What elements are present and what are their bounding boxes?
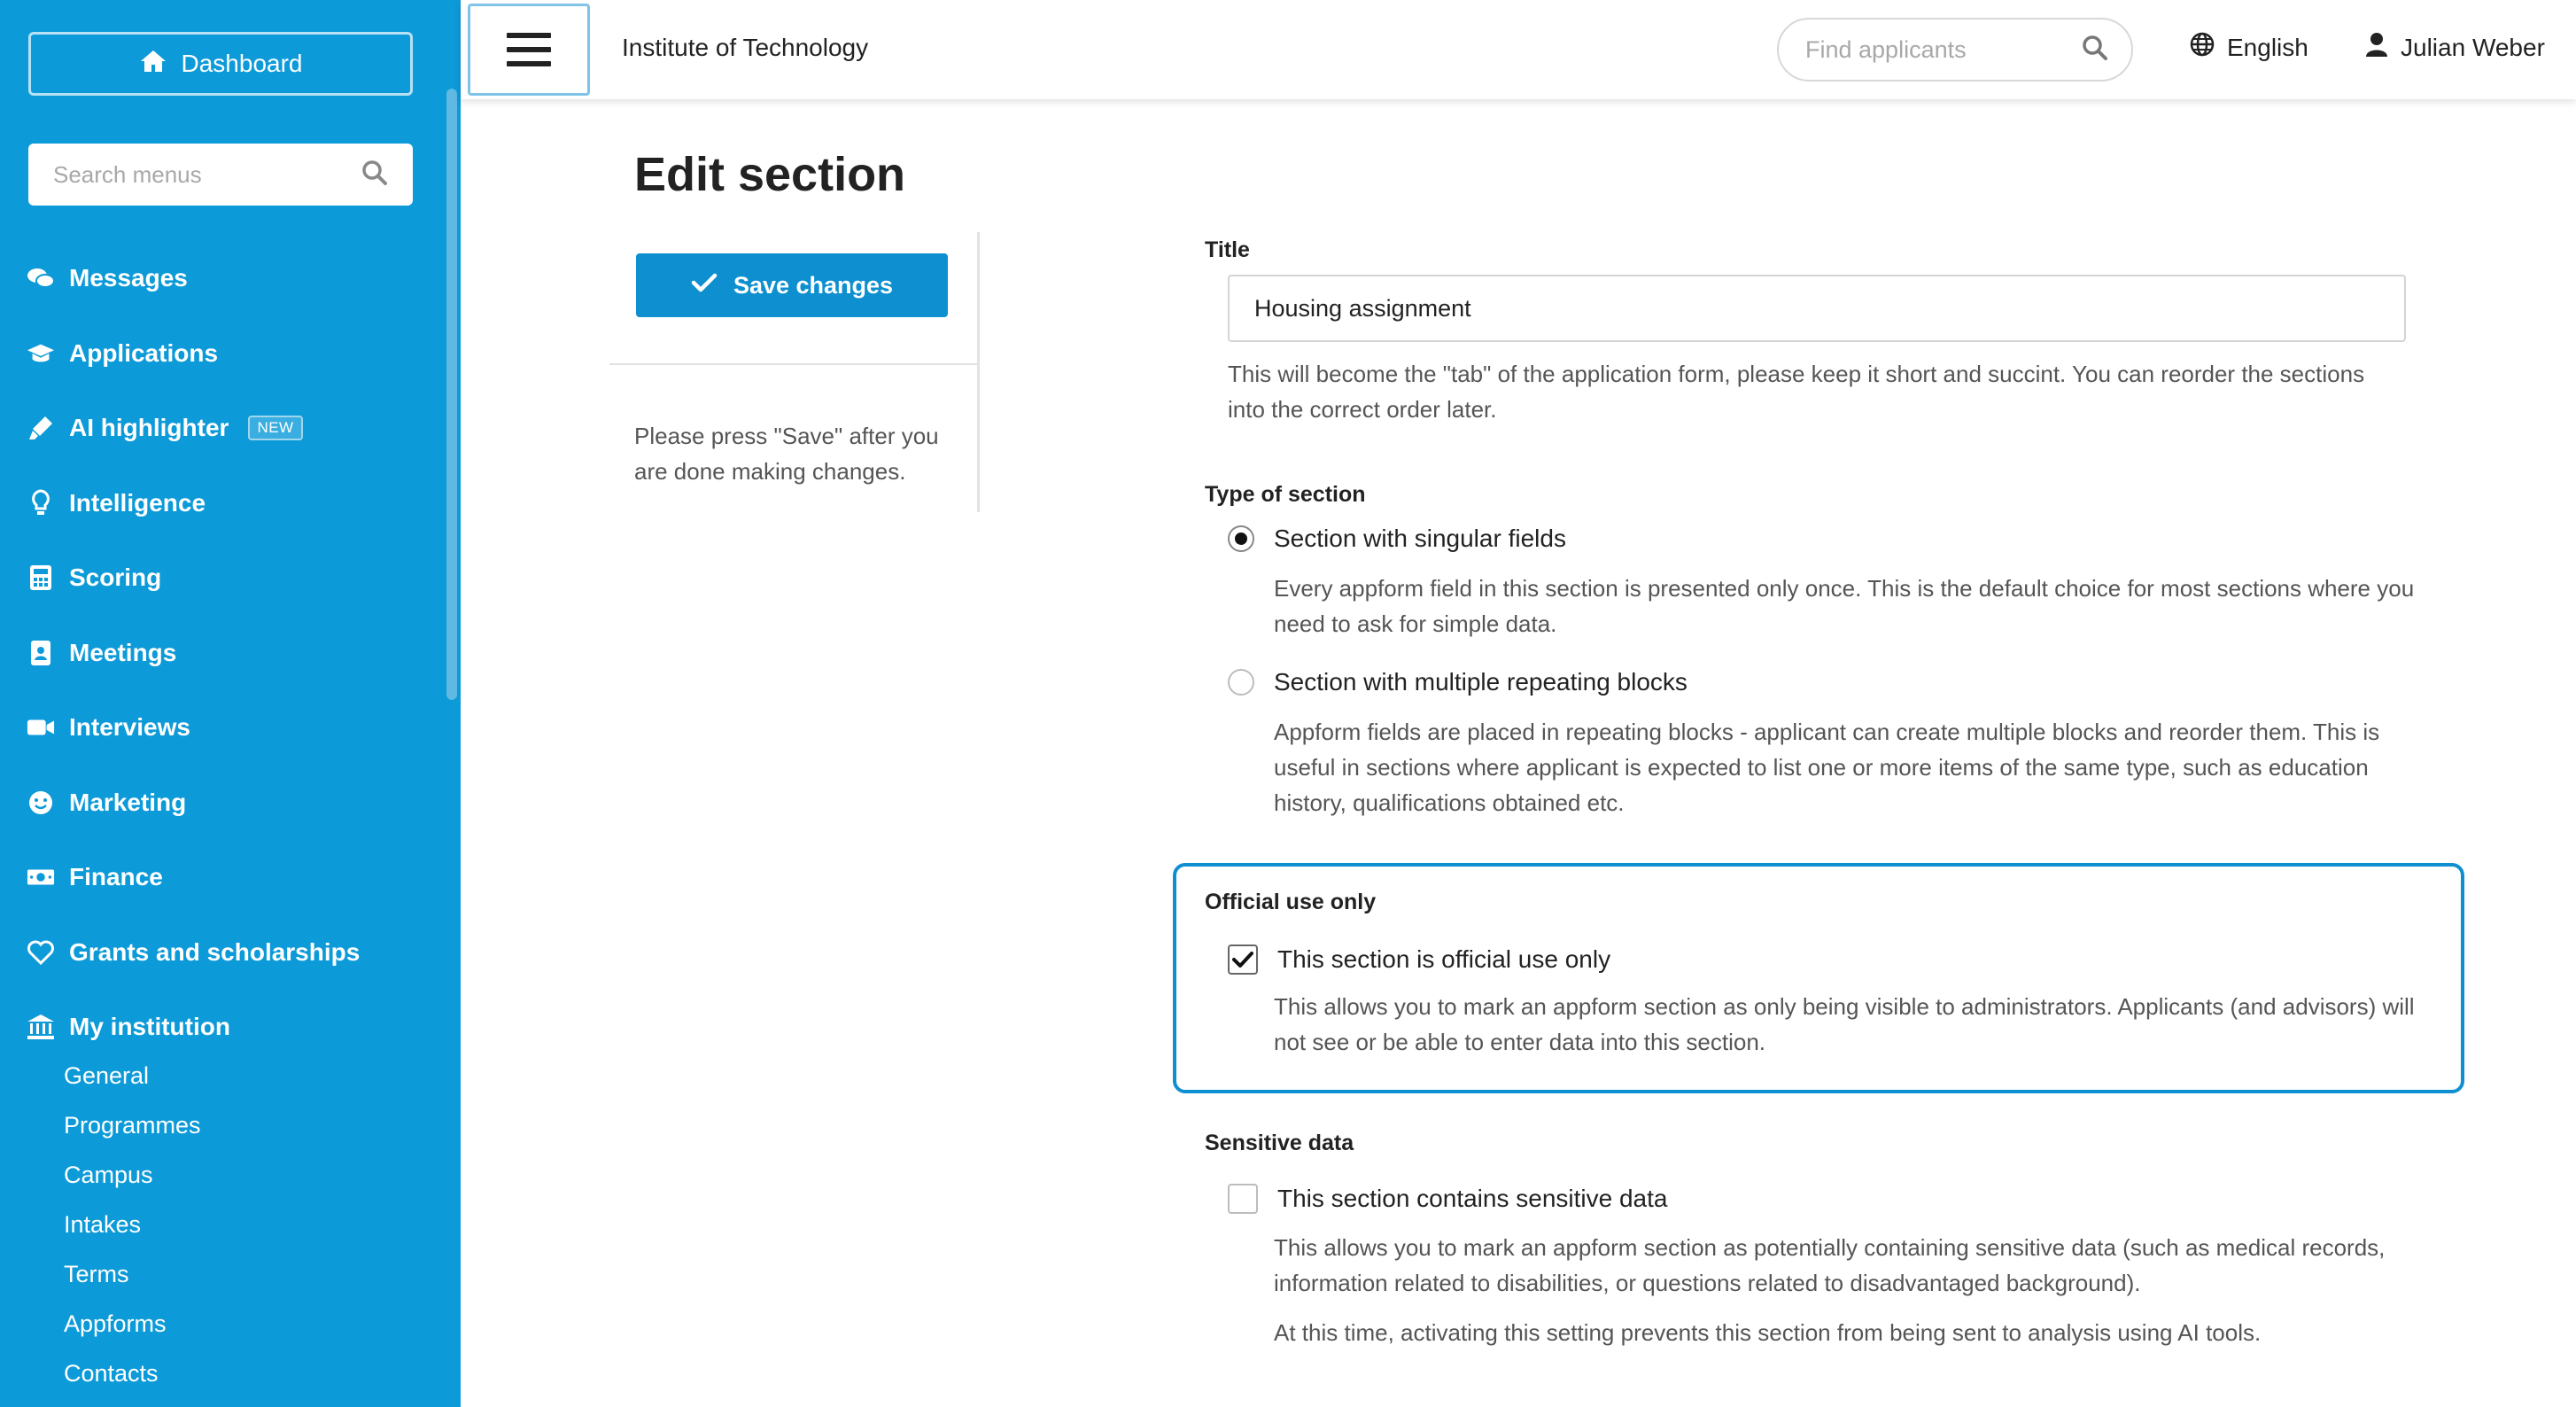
comments-icon <box>27 264 55 292</box>
title-help: This will become the "tab" of the application form, please keep it short and succint. You can reorder the sections into the correct order later. <box>1228 361 2365 423</box>
sidebar-item-ai-highlighter[interactable] <box>27 391 443 466</box>
save-changes-label: Save changes <box>733 271 894 299</box>
singular-fields-help: Every appform field in this section is presented only once. This is the default choice for most sections where you need to ask for simple data. <box>1274 575 2415 637</box>
contact-book-icon <box>27 639 55 667</box>
page-title: Edit section <box>634 148 906 201</box>
user-name: Julian Weber <box>2401 33 2545 61</box>
checkbox-label: This section is official use only <box>1277 945 1611 973</box>
sensitive-data-checkbox[interactable] <box>1228 1184 1667 1214</box>
sidebar-item-marketing[interactable] <box>27 766 443 841</box>
checkmark-icon <box>1232 951 1253 968</box>
checkbox[interactable] <box>1228 1184 1258 1214</box>
sidebar-item-label: Intelligence <box>69 488 206 517</box>
submenu-item-intakes[interactable]: Intakes <box>64 1210 142 1238</box>
sidebar-item-label: Scoring <box>69 564 162 592</box>
radio-singular-fields[interactable] <box>1228 525 1566 553</box>
official-use-help: This allows you to mark an appform section as only being visible to administrators. Applicants (and advisors) will not see or be able to enter data into this section. <box>1274 993 2415 1055</box>
lightbulb-icon <box>27 489 55 517</box>
hamburger-icon <box>507 33 551 66</box>
sidebar-item-label: Grants and scholarships <box>69 937 361 966</box>
calculator-icon <box>27 564 55 592</box>
sidebar-item-label: AI highlighter <box>69 414 229 442</box>
submenu-item-programmes[interactable]: Programmes <box>64 1111 201 1139</box>
sidebar <box>0 0 461 1407</box>
dashboard-label: Dashboard <box>181 50 303 77</box>
submenu-item-terms[interactable]: Terms <box>64 1260 129 1287</box>
checkbox-label: This section contains sensitive data <box>1277 1185 1668 1212</box>
user-icon <box>2365 32 2388 63</box>
sidebar-item-finance[interactable] <box>27 840 443 915</box>
save-changes-button[interactable] <box>636 253 948 317</box>
new-badge: NEW <box>248 416 302 440</box>
home-icon <box>139 49 167 80</box>
official-use-checkbox[interactable] <box>1228 944 1610 975</box>
submenu-item-contacts[interactable]: Contacts <box>64 1359 159 1387</box>
sensitive-data-label: Sensitive data <box>1205 1131 1354 1155</box>
radio-button[interactable] <box>1228 525 1254 552</box>
applicant-search[interactable] <box>1777 18 2133 82</box>
sidebar-item-scoring[interactable] <box>27 540 443 616</box>
language-selector[interactable] <box>2190 32 2308 63</box>
panel-divider <box>609 363 980 365</box>
sidebar-item-label: Interviews <box>69 713 190 742</box>
title-input[interactable] <box>1228 275 2406 342</box>
dashboard-button[interactable] <box>28 32 413 96</box>
sidebar-item-label: Messages <box>69 264 188 292</box>
sensitive-data-help: This allows you to mark an appform section as potentially containing sensitive data (such as medical records, information related to disabilities, or questions related to disadvantaged background). <box>1274 1234 2386 1296</box>
sidebar-item-interviews[interactable] <box>27 690 443 766</box>
sidebar-item-label: Applications <box>69 338 219 367</box>
radio-button[interactable] <box>1228 669 1254 696</box>
type-of-section-label: Type of section <box>1205 482 1366 507</box>
checkbox[interactable] <box>1228 944 1258 975</box>
sidebar-item-meetings[interactable] <box>27 616 443 691</box>
user-menu[interactable] <box>2365 32 2545 63</box>
sidebar-scrollbar[interactable] <box>446 89 457 700</box>
radio-label: Section with multiple repeating blocks <box>1274 668 1688 696</box>
repeating-blocks-help: Appform fields are placed in repeating blocks - applicant can create multiple blocks and reorder them. This is useful in sections where applicant is expected to list one or more items of the same type, such as education history, qualifications obtained etc. <box>1274 719 2380 816</box>
submenu-item-campus[interactable]: Campus <box>64 1161 153 1188</box>
title-label: Title <box>1205 237 1250 262</box>
graduation-cap-icon <box>27 339 55 368</box>
sidebar-item-intelligence[interactable] <box>27 466 443 541</box>
submenu-item-general[interactable]: General <box>64 1061 150 1089</box>
institution-submenu <box>64 1051 201 1398</box>
save-hint: Please press "Save" after you are done making changes. <box>634 423 939 485</box>
radio-repeating-blocks[interactable] <box>1228 668 1688 696</box>
sidebar-item-grants[interactable] <box>27 915 443 991</box>
video-camera-icon <box>27 713 55 742</box>
submenu-item-appforms[interactable]: Appforms <box>64 1310 167 1337</box>
sidebar-item-applications[interactable] <box>27 316 443 392</box>
sidebar-item-label: Finance <box>69 863 163 891</box>
heart-icon <box>27 938 55 967</box>
sidebar-item-label: Meetings <box>69 638 177 666</box>
official-use-label: Official use only <box>1205 890 1377 914</box>
highlighter-icon <box>27 414 55 442</box>
smiley-icon <box>27 789 55 817</box>
sidebar-item-messages[interactable] <box>27 241 443 316</box>
sidebar-item-label: My institution <box>69 1013 230 1041</box>
menu-search-input[interactable] <box>53 161 345 189</box>
applicant-search-input[interactable] <box>1805 36 2071 64</box>
menu-toggle-button[interactable] <box>468 4 590 96</box>
language-label: English <box>2227 33 2308 61</box>
action-panel <box>609 232 980 512</box>
sidebar-item-label: Marketing <box>69 788 187 816</box>
menu-search[interactable] <box>28 144 413 206</box>
check-icon <box>691 272 718 299</box>
institution-name[interactable]: Institute of Technology <box>622 34 869 61</box>
sensitive-data-ai-note: At this time, activating this setting prevents this section from being sent to analysis using AI tools. <box>1274 1319 2262 1346</box>
institution-icon <box>27 1013 55 1041</box>
globe-icon <box>2190 32 2215 63</box>
radio-label: Section with singular fields <box>1274 525 1566 552</box>
search-icon[interactable] <box>2082 35 2108 66</box>
top-header <box>461 0 2576 99</box>
search-icon[interactable] <box>361 159 388 190</box>
money-bill-icon <box>27 863 55 891</box>
sidebar-menu <box>27 241 443 1065</box>
